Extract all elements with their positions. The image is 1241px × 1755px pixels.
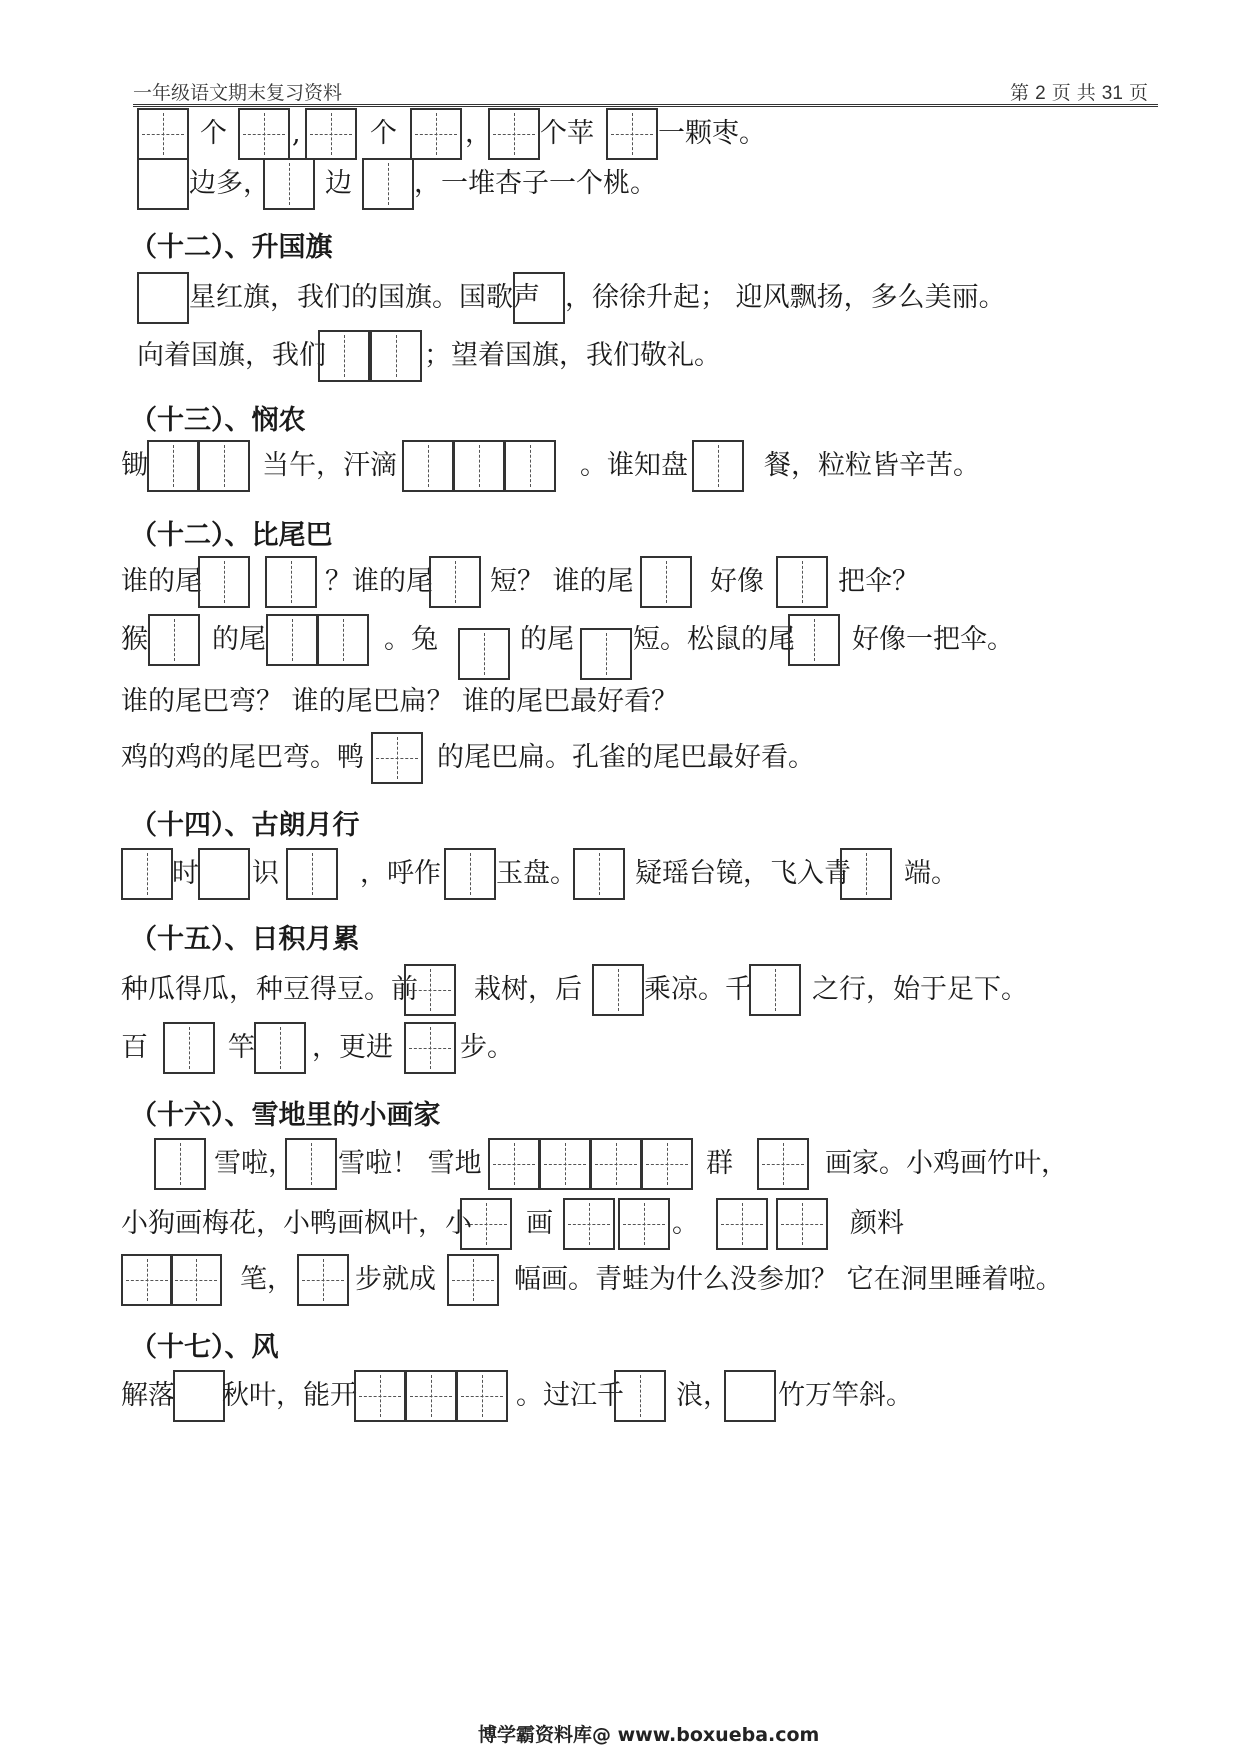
page-total: 31	[1101, 83, 1123, 104]
answer-box[interactable]	[265, 556, 317, 608]
section-title: （十四）、古朗月行	[130, 810, 360, 841]
answer-box[interactable]	[318, 330, 370, 382]
answer-box[interactable]	[749, 964, 801, 1016]
answer-box[interactable]	[776, 1198, 828, 1250]
text-segment: ，一堆杏子一个桃。	[414, 168, 657, 199]
text-segment: 短？ 谁的尾	[490, 566, 634, 597]
answer-box[interactable]	[370, 330, 422, 382]
text-segment: 个	[200, 118, 227, 149]
answer-box[interactable]	[198, 440, 250, 492]
page-indicator	[1010, 78, 1148, 105]
answer-box[interactable]	[317, 614, 369, 666]
answer-box[interactable]	[198, 556, 250, 608]
text-segment: 画家。小鸡画竹叶，	[825, 1148, 1068, 1179]
answer-box[interactable]	[121, 1254, 173, 1306]
header-title: 一年级语文期末复习资料	[133, 82, 343, 104]
text-segment: 谁的尾	[121, 566, 202, 597]
text-segment: 颜料	[850, 1208, 904, 1239]
text-segment: 向着国旗，我们	[137, 340, 326, 371]
text-segment: 个	[370, 118, 397, 149]
text-segment: 识	[252, 858, 279, 889]
answer-box[interactable]	[460, 1198, 512, 1250]
text-segment: 乘凉。千	[644, 974, 752, 1005]
answer-box[interactable]	[405, 1370, 457, 1422]
text-segment: ，	[465, 118, 492, 149]
text-segment: 端。	[904, 858, 958, 889]
answer-box[interactable]	[285, 1138, 337, 1190]
text-segment: 。	[672, 1208, 699, 1239]
text-segment: 。过江千	[516, 1380, 624, 1411]
text-segment: 短。松鼠的尾	[633, 624, 795, 655]
section-title: （十二）、升国旗	[130, 232, 333, 263]
text-segment: 栽树，后	[474, 974, 582, 1005]
section-title: （十二）、比尾巴	[130, 520, 333, 551]
section-title: （十三）、悯农	[130, 405, 306, 436]
answer-box[interactable]	[618, 1198, 670, 1250]
answer-box[interactable]	[286, 848, 338, 900]
text-segment: ，徐徐升起； 迎风飘扬，多么美丽。	[565, 282, 1006, 313]
section-title: （十六）、雪地里的小画家	[130, 1100, 441, 1131]
answer-box[interactable]	[513, 272, 565, 324]
answer-box[interactable]	[173, 1370, 225, 1422]
text-segment: ,	[292, 118, 301, 149]
answer-box[interactable]	[840, 848, 892, 900]
answer-box[interactable]	[266, 614, 318, 666]
text-segment: 雪啦！ 雪地	[338, 1148, 482, 1179]
text-segment: ；望着国旗，我们敬礼。	[424, 340, 721, 371]
answer-box[interactable]	[254, 1022, 306, 1074]
answer-box[interactable]	[580, 628, 632, 680]
text-segment: 当午，汗滴	[262, 450, 397, 481]
answer-box[interactable]	[606, 108, 658, 160]
text-segment: 餐，粒粒皆辛苦。	[764, 450, 980, 481]
answer-box[interactable]	[757, 1138, 809, 1190]
text-segment: 小狗画梅花，小鸭画枫叶，小	[121, 1208, 472, 1239]
page-suffix: 页	[1128, 82, 1148, 104]
text-segment: 一颗枣。	[658, 118, 766, 149]
section-title: （十七）、风	[130, 1332, 279, 1363]
text-segment: 解落	[121, 1380, 175, 1411]
answer-box[interactable]	[788, 614, 840, 666]
answer-box[interactable]	[137, 108, 189, 160]
answer-box[interactable]	[198, 848, 250, 900]
text-segment: 谁的尾巴弯？ 谁的尾巴扁？ 谁的尾巴最好看？	[121, 686, 679, 717]
text-segment: 之行，始于足下。	[812, 974, 1028, 1005]
text-segment: 鸡的鸡的尾巴弯。鸭	[121, 742, 364, 773]
answer-box[interactable]	[724, 1370, 776, 1422]
answer-box[interactable]	[121, 848, 173, 900]
text-segment: 步。	[460, 1032, 514, 1063]
answer-box[interactable]	[614, 1370, 666, 1422]
answer-box[interactable]	[148, 614, 200, 666]
text-segment: 。谁知盘	[580, 450, 688, 481]
text-segment: ？谁的尾	[325, 566, 433, 597]
text-segment: 的尾巴扁。孔雀的尾巴最好看。	[437, 742, 815, 773]
answer-box[interactable]	[305, 108, 357, 160]
text-segment: 步就成	[355, 1264, 436, 1295]
page-mid: 页 共	[1051, 82, 1096, 104]
text-segment: 个苹	[540, 118, 594, 149]
text-segment: 笔，	[240, 1264, 294, 1295]
answer-box[interactable]	[641, 1138, 693, 1190]
text-segment: 玉盘。	[496, 858, 577, 889]
page-number: 2	[1035, 83, 1046, 104]
text-segment: 竹万竿斜。	[778, 1380, 913, 1411]
answer-box[interactable]	[410, 108, 462, 160]
answer-box[interactable]	[458, 628, 510, 680]
text-segment: 锄	[121, 450, 148, 481]
answer-box[interactable]	[170, 1254, 222, 1306]
text-segment: 猴	[121, 624, 148, 655]
answer-box[interactable]	[488, 108, 540, 160]
answer-box[interactable]	[456, 1370, 508, 1422]
answer-box[interactable]	[573, 848, 625, 900]
answer-box[interactable]	[137, 272, 189, 324]
text-segment: 幅画。青蛙为什么没参加？ 它在洞里睡着啦。	[514, 1264, 1063, 1295]
answer-box[interactable]	[163, 1022, 215, 1074]
answer-box[interactable]	[297, 1254, 349, 1306]
text-segment: 的尾	[520, 624, 574, 655]
answer-box[interactable]	[371, 732, 423, 784]
answer-box[interactable]	[592, 964, 644, 1016]
answer-box[interactable]	[640, 556, 692, 608]
answer-box[interactable]	[147, 440, 199, 492]
page-prefix: 第	[1010, 82, 1030, 104]
text-segment: 的尾	[212, 624, 266, 655]
answer-box[interactable]	[590, 1138, 642, 1190]
answer-box[interactable]	[563, 1198, 615, 1250]
answer-box[interactable]	[716, 1198, 768, 1250]
text-segment: 边	[325, 168, 352, 199]
text-segment: 群	[706, 1148, 733, 1179]
answer-box[interactable]	[362, 158, 414, 210]
answer-box[interactable]	[539, 1138, 591, 1190]
text-segment: 好像一把伞。	[852, 624, 1014, 655]
answer-box[interactable]	[354, 1370, 406, 1422]
text-segment: 时	[172, 858, 199, 889]
text-segment: 雪啦，	[214, 1148, 295, 1179]
text-segment: 种瓜得瓜，种豆得豆。前	[121, 974, 418, 1005]
answer-box[interactable]	[263, 158, 315, 210]
text-segment: 竿	[228, 1032, 255, 1063]
answer-box[interactable]	[238, 108, 290, 160]
text-segment: 浪，	[676, 1380, 730, 1411]
answer-box[interactable]	[453, 440, 505, 492]
text-segment: 。兔	[384, 624, 438, 655]
text-segment: 边多，	[189, 168, 270, 199]
answer-box[interactable]	[404, 964, 456, 1016]
answer-box[interactable]	[154, 1138, 206, 1190]
answer-box[interactable]	[402, 440, 454, 492]
text-segment: 秋叶，能开	[222, 1380, 357, 1411]
header-rule	[133, 104, 1158, 107]
text-segment: 疑瑶台镜，飞入青	[635, 858, 851, 889]
text-segment: 画	[526, 1208, 553, 1239]
answer-box[interactable]	[404, 1022, 456, 1074]
answer-box[interactable]	[444, 848, 496, 900]
text-segment: 星红旗，我们的国旗。国歌声	[189, 282, 540, 313]
text-segment: ，更进	[312, 1032, 393, 1063]
answer-box[interactable]	[488, 1138, 540, 1190]
answer-box[interactable]	[692, 440, 744, 492]
answer-box[interactable]	[447, 1254, 499, 1306]
text-segment: 把伞？	[838, 566, 919, 597]
section-title: （十五）、日积月累	[130, 924, 360, 955]
footer-watermark: 博学霸资料库@ www.boxueba.com	[478, 1724, 820, 1746]
text-segment: 好像	[710, 566, 764, 597]
answer-box[interactable]	[504, 440, 556, 492]
text-segment: ，呼作	[360, 858, 441, 889]
text-segment: 百	[121, 1032, 148, 1063]
answer-box[interactable]	[137, 158, 189, 210]
answer-box[interactable]	[776, 556, 828, 608]
answer-box[interactable]	[429, 556, 481, 608]
